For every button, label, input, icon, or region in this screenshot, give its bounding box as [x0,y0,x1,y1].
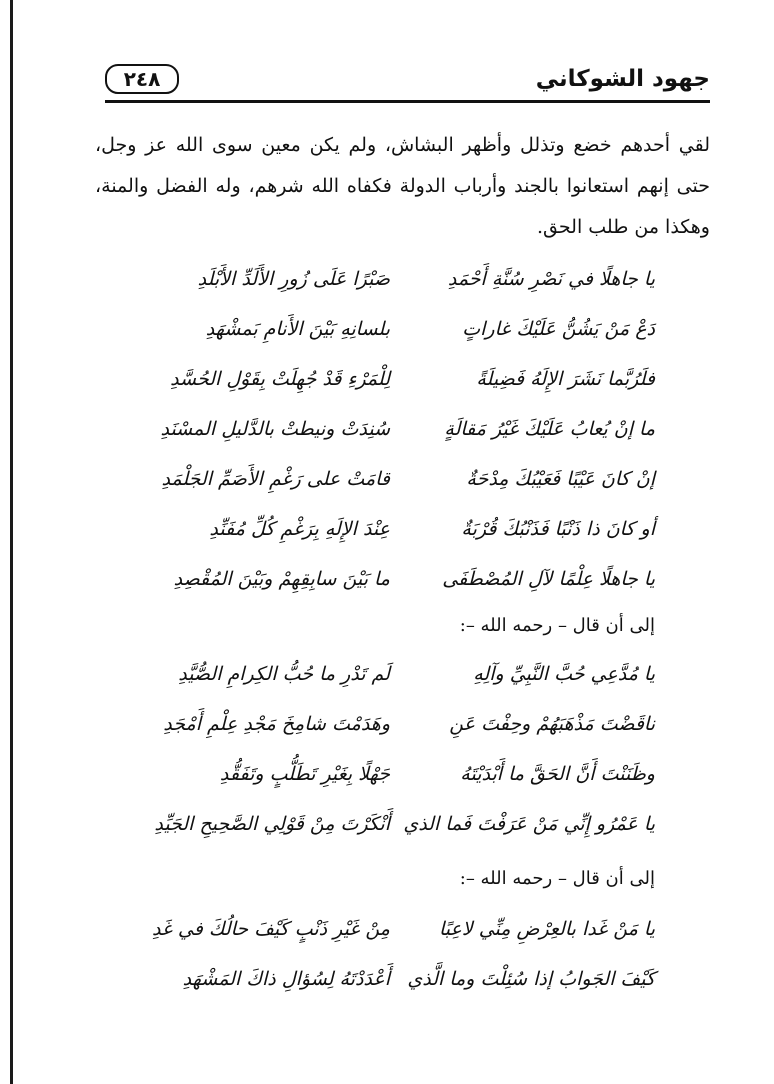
verse-second-hemistich: مِنْ غَيْرِ ذَنْبٍ كَيْفَ حالُكَ في غَدِ [151,918,390,940]
verse-second-hemistich: عِنْدَ الإِلَهِ بِرَغْمِ كُلِّ مُفَنِّدِ [209,518,390,540]
verse-first-hemistich: ما إنْ يُعابُ عَلَيْكَ غَيْرُ مَقالَةٍ [444,418,655,440]
verse-second-hemistich: أَنْكَرْتَ مِنْ قَوْلِي الصَّحِيحِ الجَيِّدِ [154,813,390,835]
verse-line [140,663,655,713]
verse-first-hemistich: يا عَمْرُو إِنِّي مَنْ عَرَفْتَ فَما الذي [403,813,655,835]
verse-line [140,713,655,763]
verse-second-hemistich: أَعْدَدْتَهُ لِسُؤالِ ذاكَ المَشْهَدِ [182,968,390,990]
verse-second-hemistich: سُنِدَتْ ونيطتْ بالدَّليلِ المسْنَدِ [160,418,390,440]
verse-line [140,763,655,813]
verse-line [140,813,655,863]
verse-second-hemistich: وهَدَمْتَ شامِخَ مَجْدِ عِلْمِ أَمْجَدِ [163,713,390,735]
page-header [105,60,710,100]
verse-first-hemistich: كَيْفَ الجَوابُ إذا سُئِلْتَ وما الَّذي [407,968,655,990]
verse-first-hemistich: فلَرُبَّما نَشَرَ الإِلَهُ فَضِيلَةً [476,368,655,390]
running-title: جهود الشوكاني [535,66,710,92]
transition-line-2: إلى أن قال – رحمه الله –: [459,868,655,889]
verse-line [140,918,655,968]
header-rule [105,100,710,103]
verse-second-hemistich: ما بَيْنَ سابِقِهِمْ وبَيْنَ المُقْصِدِ [173,568,390,590]
transition-line-1: إلى أن قال – رحمه الله –: [459,615,655,636]
verse-second-hemistich: بلسانِهِ بَيْنَ الأَنامِ بَمشْهَدِ [205,318,390,340]
verse-first-hemistich: دَعْ مَنْ يَشُنُّ عَلَيْكَ غاراتٍ [462,318,655,340]
poem-stanza-3 [140,918,655,1018]
verse-first-hemistich: ناقَضْتَ مَذْهَبَهُمْ وحِفْتَ عَنِ [449,713,655,735]
verse-first-hemistich: أو كانَ ذا ذَنْبًا فَذَنْبُكَ قُرْبَةٌ [461,518,655,540]
verse-first-hemistich: إنْ كانَ عَيْبًا فَعَيْبُكَ مِدْحَةٌ [466,468,655,490]
verse-line [140,268,655,318]
verse-line [140,568,655,618]
verse-second-hemistich: لَم تَدْرِ ما حُبُّ الكِرامِ الصُّيَّدِ [178,663,390,685]
verse-second-hemistich: جَهْلًا بِغَيْرِ تَطَلُّبٍ وتَفَقُّدِ [219,763,390,785]
verse-second-hemistich: قامَتْ على رَغْمِ الأَصَمِّ الجَلْمَدِ [161,468,390,490]
verse-second-hemistich: لِلْمَرْءِ قَدْ جُهِلَتْ بِقَوْلِ الحُسَّدِ [170,368,390,390]
verse-first-hemistich: يا مَنْ غَدا بالعِرْضِ مِنِّي لاعِبًا [438,918,655,940]
verse-line [140,968,655,1018]
poem-stanza-1 [140,268,655,618]
book-spine-edge [10,0,13,1084]
verse-first-hemistich: يا مُدَّعِي حُبَّ النَّبِيِّ وآلِهِ [473,663,655,685]
verse-line [140,468,655,518]
verse-first-hemistich: يا جاهلًا عِلْمًا لآلِ المُصْطَفَى [442,568,655,590]
verse-line [140,418,655,468]
page-number-badge: ٢٤٨ [105,64,179,94]
verse-line [140,518,655,568]
poem-stanza-2 [140,663,655,863]
verse-line [140,368,655,418]
prose-paragraph: لقي أحدهم خضع وتذلل وأظهر البشاش، ولم يكن معين سوى الله عز وجل، حتى إنهم استعانوا بالجند وأرباب الدولة فكفاه الله شرهم، وله الفضل والمنة، وهكذا من طلب الحق. [95,134,710,238]
verse-first-hemistich: يا جاهلًا في نَصْرِ سُنَّةِ أَحْمَدِ [447,268,655,290]
verse-second-hemistich: صَبْرًا عَلَى زُورِ الأَلَدِّ الأَبْلَدِ [197,268,390,290]
verse-first-hemistich: وظَنَنْتَ أَنَّ الحَقَّ ما أَبْدَيْتَهُ [460,763,655,785]
verse-line [140,318,655,368]
